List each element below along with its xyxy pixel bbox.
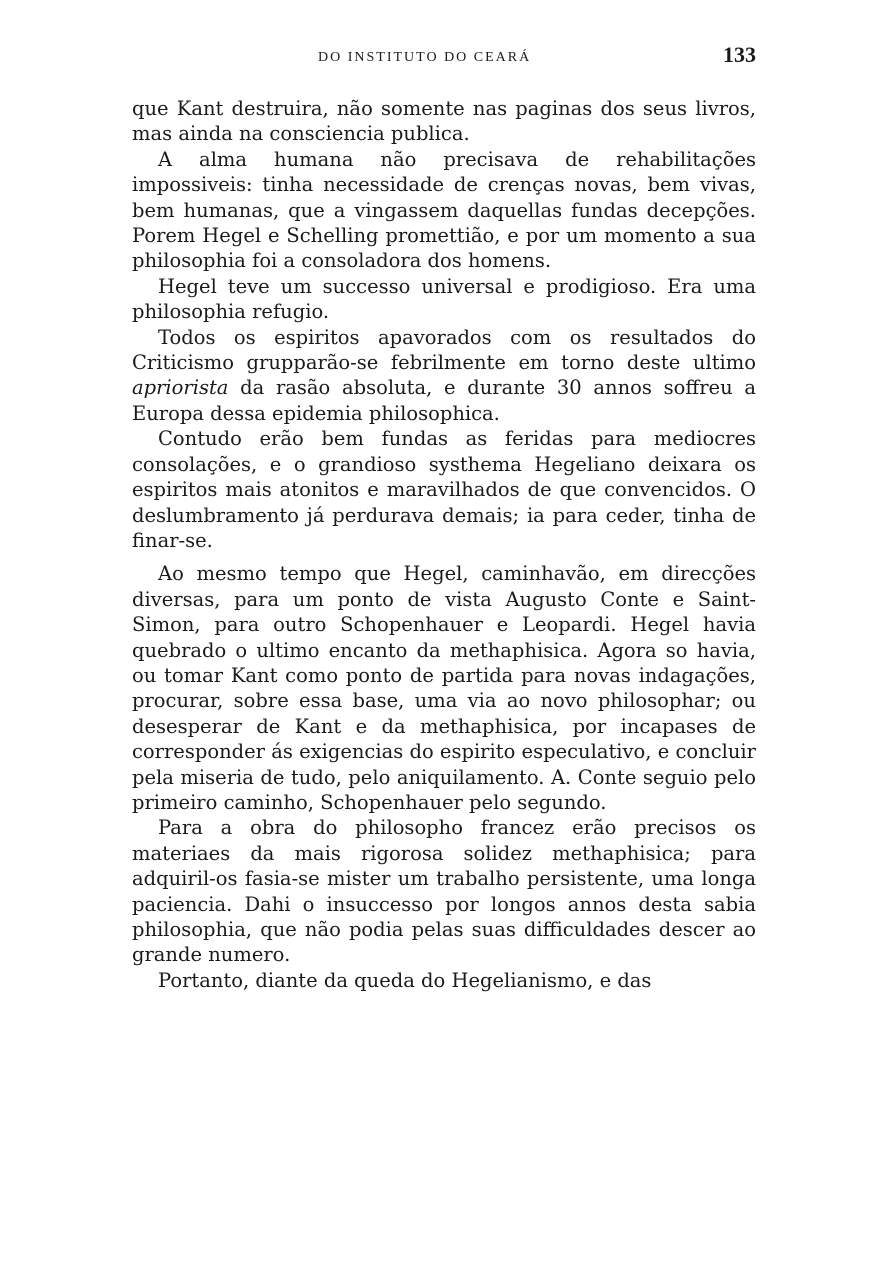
paragraph-4: [132, 325, 756, 427]
paragraph-4-text-after: da rasão absoluta, e durante 30 annos soffreu a Europa dessa epidemia philosophica.: [132, 376, 756, 425]
paragraph-3: Hegel teve um successo universal e prodigioso. Era uma philosophia refugio.: [132, 274, 756, 324]
paragraph-4-text-before: Todos os espiritos apavorados com os resultados do Criticismo grupparão-se febrilmente em torno deste ultimo: [132, 325, 756, 375]
page-number: 133: [723, 42, 756, 67]
running-header: [132, 40, 756, 76]
document-page: [132, 40, 756, 993]
paragraph-5: Contudo erão bem fundas as feridas para mediocres consolações, e o grandioso systhema Hegeliano deixara os espiritos mais atonitos e maravilhados de que convencidos. O deslumbramento já perdurava demais; ia para ceder, tinha de finar-se.: [132, 427, 756, 552]
running-title: DO INSTITUTO DO CEARÁ: [318, 50, 532, 65]
paragraph-7: Para a obra do philosopho francez erão precisos os materiaes da mais rigorosa solidez methaphisica; para adquiril-os fasia-se mister um trabalho persistente, uma longa paciencia. Dahi o insuccesso por longos annos desta sabia philosophia, que não podia pelas suas difficuldades descer ao grande numero.: [132, 816, 756, 967]
body-text: [132, 96, 756, 993]
paragraph-6: Ao mesmo tempo que Hegel, caminhavão, em direcções diversas, para um ponto de vista Augusto Conte e Saint-Simon, para outro Schopenhauer e Leopardi. Hegel havia quebrado o ultimo encanto da methaphisica. Agora so havia, ou tomar Kant como ponto de partida para novas indagações, procurar, sobre essa base, uma via ao novo philosophar; ou desesperar de Kant e da methaphisica, por incapases de corresponder ás exigencias do espirito especulativo, e concluir pela miseria de tudo, pelo aniquilamento. A. Conte seguio pelo primeiro caminho, Schopenhauer pelo segundo.: [132, 562, 756, 814]
italic-term: apriorista: [132, 376, 229, 400]
paragraph-2: A alma humana não precisava de rehabilitações impossiveis: tinha necessidade de crenças novas, bem vivas, bem humanas, que a vingassem daquellas fundas decepções. Porem Hegel e Schelling promettião, e por um momento a sua philosophia foi a consoladora dos homens.: [132, 147, 756, 273]
paragraph-1: que Kant destruira, não somente nas paginas dos seus livros, mas ainda na consciencia publica.: [132, 97, 756, 146]
paragraph-8: Portanto, diante da queda do Hegelianismo, e das: [158, 968, 652, 992]
